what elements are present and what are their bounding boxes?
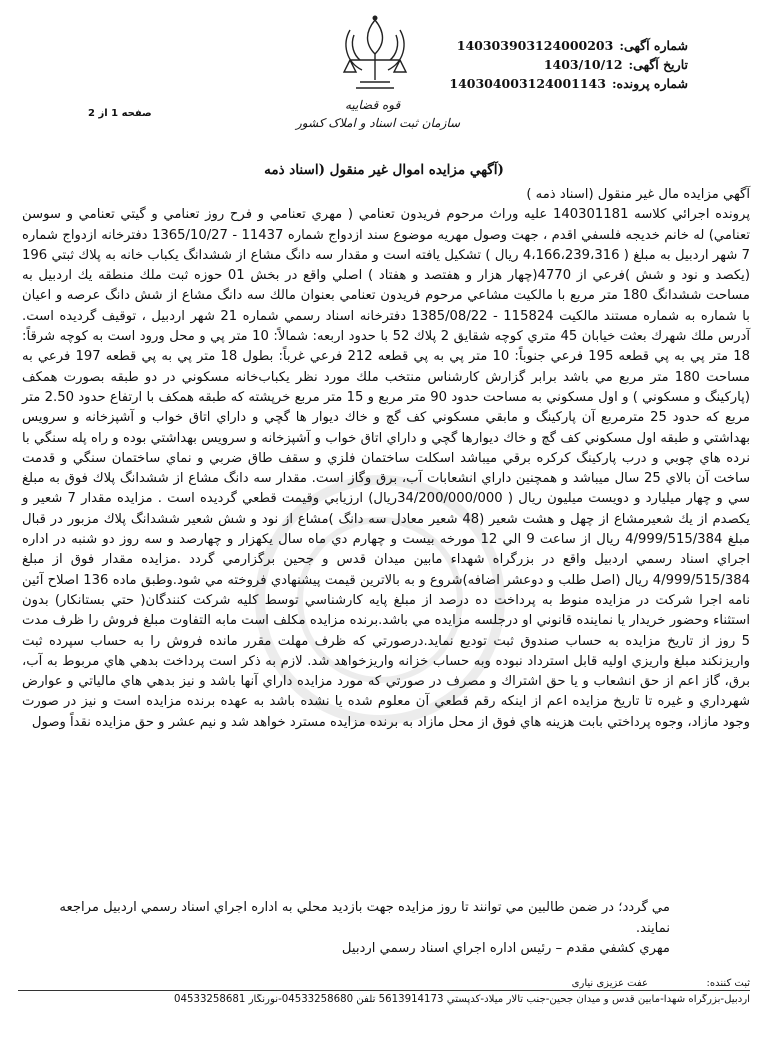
case-number-value: 140304003124001143: [449, 76, 606, 91]
document-title: (آگهي مزايده اموال غير منقول (اسناد ذمه: [264, 162, 504, 178]
notice-number-row: [449, 36, 688, 55]
page-number: صفحه 1 از 2: [88, 108, 152, 119]
case-number-row: [449, 74, 688, 93]
notice-date-value: 1403/10/12: [543, 57, 623, 72]
case-number-label: شماره پرونده:: [611, 76, 688, 91]
notice-number-value: 140303903124000203: [456, 38, 614, 53]
office-address: اردبيل-بزرگراه شهدا-مابين قدس و ميدان جحين-جنب تالار ميلاد-كدپستي 5613914173 تلفن 04533258680-نورنگار 04533258681: [174, 994, 750, 1005]
notice-closing: [50, 898, 670, 960]
notice-date-label: تاریخ آگهی:: [628, 57, 688, 72]
body-paragraph: پرونده اجرائي كلاسه 140301181 عليه وراث مرحوم فريدون تعنامي ( مهري تعنامي و فرح روز تعنامي و گيتي تعنامي و سوسن تعنامي) له خانم خديجه فلسفي اقدم ، جهت وصول مهريه موضوع سند ازدواج شماره 11437 - 1365/10/27 دفترخانه ازدواج شماره 7 شهر اردبيل به مبلغ ( 4،166،239،316 ريال ) تشكيل يافته است و مقدار سه دانگ مشاع از ششدانگ يكباب خانه به پلاك ثبتي 196 (يكصد و نود و شش )فرعي از 4770(چهار هزار و هفتصد و هفتاد ) اصلي واقع در بخش 01 حوزه ثبت ملك منطقه يك اردبيل به مساحت ششدانگ 180 متر مربع با مالكيت مشاعي مرحوم فريدون تعنامي بعنوان مالك سه دانگ مشاع از شش دانگ عرصه و اعيان با شماره به شماره مستند مالكيت 115824 - 1385/08/22 دفترخانه اسناد رسمي شماره 21 شهر اردبيل ، توقيف گرديده است. آدرس ملك شهرك بعثت خيابان 45 متري كوچه شقايق 2 پلاك 52 با حدود اربعه: شمالاً: 10 متر پي و محل ورود است به كوچه شرقاً: 18 متر پي به پي قطعه 195 فرعي جنوباً: 10 متر پي به پي قطعه 212 فرعي غرباً: بطول 18 متر پي به پي قطعه 197 فرعي به مساحت 180 متر مربع مي باشد برابر گزارش كارشناس منتخب ملك مورد نظر يكباب‌خانه مسكوني در دو طبقه بصورت همكف (پاركينگ و مسكوني ) و اول مسكوني به مساحت حدود 90 متر مربع و 15 متر مربع خرپشته كه طبقه همكف با ارتفاع حدود 2.50 متر مربع كه حدود 25 متر‌مربع آن پاركينگ و مابقي مسكوني كف گچ و خاك ديوار ها گچي و داراي اتاق خواب و آشپزخانه و سرويس بهداشتي و طبقه اول مسكوني كف گچ و خاك ديوارها گچي و داراي اتاق خواب و آشپزخانه و سرويس بهداشتي بوده و راه پله سنگي با نرده هاي چوبي و درب پاركينگ كركره برقي ميباشد اسكلت ساختمان فلزي و سقف طاق ضربي و نماي ساختمان سنگي و قدمت ساخت آن بالاي 25 سال ميباشد و همچنين داراي انشعابات آب، برق وگاز است. مقدار سه دانگ مشاع از ششدانگ پلاك فوق به مبلغ سي و چهار ميليارد و دويست ميليون ريال ( 34/200/000/000ريال) ارزيابي وقيمت قطعي گرديده است . مزايده مقدار 7 شعير و يكصدم از يك شعيرمشاع از چهل و هشت شعير (48 شعير معادل سه دانگ )مشاع از نود و شش شعير ششدانگ پلاك مزبور در قبال مبلغ 4/999/515/384 ريال از ساعت 9 الي 12 مورخه بيست و چهارم دي ماه سال يكهزار و چهارصد و سه روز دو شنبه در اداره اجراي اسناد رسمي اردبيل واقع در بزرگراه شهداء مابين ميدان قدس و جحين برگزارمي گردد .مزايده مقدار فوق از مبلغ 4/999/515/384 ريال (اصل طلب و دوعشر اضافه)شروع و به بالاترين قيمت پيشنهادي فروخته مي شود.وطبق ماده 136 اصلاح آئين نامه اجرا شركت در مزايده منوط به پرداخت ده درصد از مبلغ پايه كارشناسي توسط كليه شركت كنندگان( حتي بستانكار) بدون استثناء وحضور خريدار يا نماينده قانوني او درجلسه مزايده مي باشد.برنده مزايده مكلف است مابه التفاوت مبلغ فروش را ظرف مدت 5 روز از تاريخ مزايده به حساب صندوق ثبت توديع نمايد.درصورتي كه ظرف مهلت مقرر مانده فروش را به حساب سپرده ثبت واريزنكند مبلغ واريزي اوليه قابل استرداد نبوده وبه حساب خزانه واريزخواهد شد. لازم به ذكر است پرداخت بدهي هاي مربوط به آب، برق، گاز اعم از حق انشعاب و يا حق اشتراك و مصرف در صورتي كه مورد مزايده داراي آنها باشد و نيز بدهي هاي مالياتي و عوارض شهرداري و غيره تا تاريخ مزايده اعم از اينكه رقم قطعي آن معلوم شده يا نشده باشد به عهده برنده مزايده است و نيز در صورت وجود مازاد، وجوه پرداختي بابت هزينه هاي فوق از محل مازاد به برنده مزايده مسترد خواهد شد و نيم عشر و حق مزايده نقداً وصول: [22, 207, 751, 730]
notice-meta: [449, 36, 688, 93]
registrar-name: عفت عزیزی نیاری: [571, 978, 648, 989]
registration-organization-label: سازمان ثبت اسناد و املاک کشور: [296, 116, 461, 130]
judiciary-label: قوه قضاییه: [345, 98, 401, 112]
footer-divider: [18, 990, 750, 991]
notice-date-row: [449, 55, 688, 74]
closing-line-visit: مي گردد؛ در ضمن طالبين مي توانند تا روز مزايده جهت بازديد محلي به اداره اجراي اسناد رسمي اردبيل مراجعه نمايند.: [59, 900, 670, 936]
closing-line-signatory: مهري كشفي مقدم – رئيس اداره اجراي اسناد رسمي اردبيل: [341, 941, 670, 956]
body-subheading: آگهي مزايده مال غير منقول (اسناد ذمه ): [526, 187, 750, 202]
notice-body: [22, 185, 750, 733]
notice-number-label: شماره آگهی:: [619, 38, 688, 53]
registrar-label: ثبت کننده:: [706, 978, 750, 989]
